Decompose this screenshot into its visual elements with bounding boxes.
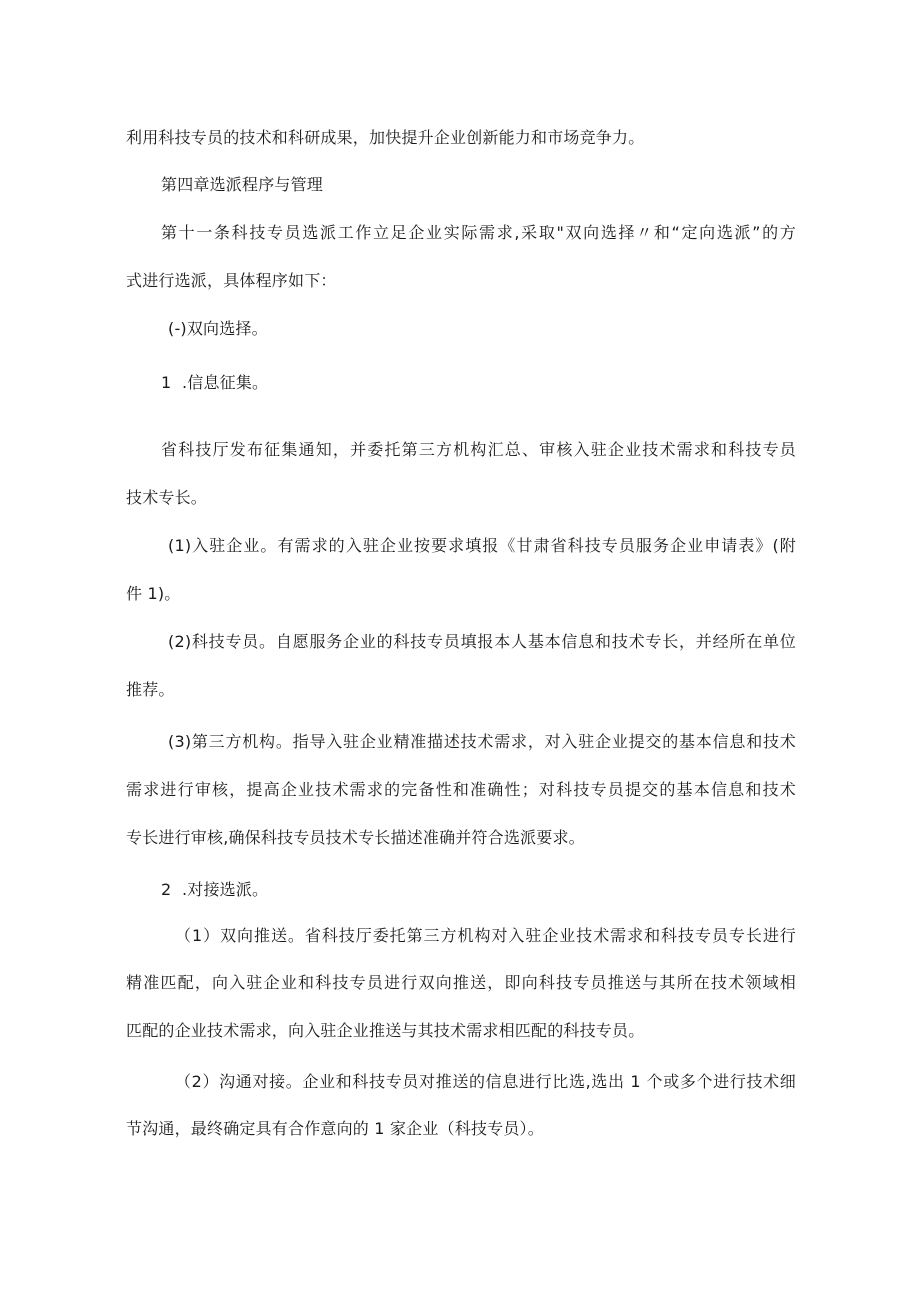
paragraph-line: 节沟通，最终确定具有合作意向的 1 家企业（科技专员）。 [126, 1119, 544, 1138]
paragraph-line: 专长进行审核,确保科技专员技术专长描述准确并符合选派要求。 [126, 828, 585, 847]
section-heading: (-)双向选择。 [168, 319, 268, 338]
paragraph-line: 需求进行审核，提高企业技术需求的完备性和准确性；对科技专员提交的基本信息和技术 [126, 780, 796, 799]
paragraph-line: （2）沟通对接。企业和科技专员对推送的信息进行比选,选出 1 个或多个进行技术细 [175, 1072, 796, 1091]
paragraph-line: (3)第三方机构。指导入驻企业精准描述技术需求，对入驻企业提交的基本信息和技术 [168, 732, 796, 751]
paragraph-line: (1)入驻企业。有需求的入驻企业按要求填报《甘肃省科技专员服务企业申请表》(附 [168, 536, 796, 555]
paragraph-line: 件 1)。 [126, 584, 181, 603]
paragraph-line: 第十一条科技专员选派工作立足企业实际需求,采取"双向选择〃和“定向选派”的方 [161, 223, 796, 242]
subsection-heading: 2 .对接选派。 [161, 880, 269, 899]
paragraph-line: 精准匹配，向入驻企业和科技专员进行双向推送，即向科技专员推送与其所在技术领域相 [126, 973, 796, 992]
paragraph-line: 式进行选派，具体程序如下： [126, 271, 337, 290]
paragraph-line: 利用科技专员的技术和科研成果，加快提升企业创新能力和市场竞争力。 [126, 128, 645, 147]
paragraph-line: （1）双向推送。省科技厅委托第三方机构对入驻企业技术需求和科技专员专长进行 [175, 926, 796, 945]
paragraph-line: (2)科技专员。自愿服务企业的科技专员填报本人基本信息和技术专长，并经所在单位 [168, 632, 796, 651]
subsection-heading: 1 .信息征集。 [161, 373, 269, 392]
chapter-heading: 第四章选派程序与管理 [161, 175, 324, 194]
paragraph-line: 省科技厅发布征集通知，并委托第三方机构汇总、审核入驻企业技术需求和科技专员 [161, 440, 796, 459]
paragraph-line: 技术专长。 [126, 488, 208, 507]
paragraph-line: 匹配的企业技术需求，向入驻企业推送与其技术需求相匹配的科技专员。 [126, 1021, 645, 1040]
paragraph-line: 推荐。 [126, 680, 175, 699]
